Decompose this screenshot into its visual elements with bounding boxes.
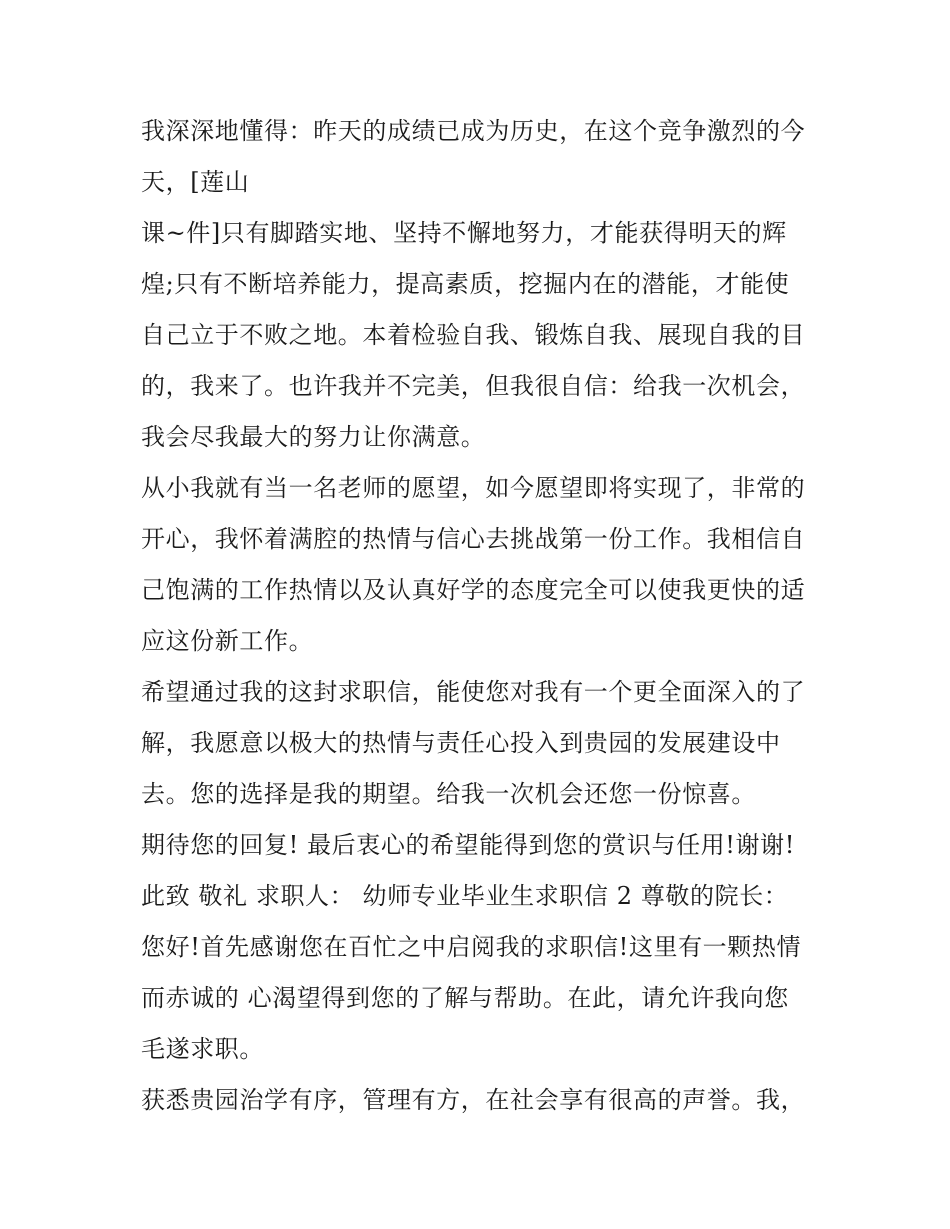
text-line: 我深深地懂得：昨天的成绩已成为历史，在这个竞争激烈的今 xyxy=(141,117,806,145)
text-line: 您好!首先感谢您在百忙之中启阅我的求职信!这里有一颗热情 xyxy=(141,933,802,961)
text-line: 自己立于不败之地。本着检验自我、锻炼自我、展现自我的目 xyxy=(141,321,806,349)
text-line: 此致 敬礼 求职人： 幼师专业毕业生求职信 2 尊敬的院长： xyxy=(141,882,789,910)
text-line: 从小我就有当一名老师的愿望，如今愿望即将实现了，非常的 xyxy=(141,474,806,502)
text-line: 应这份新工作。 xyxy=(141,627,314,655)
text-line: 期待您的回复! 最后衷心的希望能得到您的赏识与任用!谢谢! xyxy=(141,831,795,859)
text-line: 课~件]只有脚踏实地、坚持不懈地努力，才能获得明天的辉 xyxy=(141,219,787,247)
text-line: 的，我来了。也许我并不完美，但我很自信：给我一次机会， xyxy=(141,372,806,400)
text-line: 煌;只有不断培养能力，提高素质，挖掘内在的潜能，才能使 xyxy=(141,270,790,298)
text-line: 我会尽我最大的努力让你满意。 xyxy=(141,423,486,451)
text-line: 获悉贵园治学有序，管理有方，在社会享有很高的声誉。我， xyxy=(141,1086,806,1114)
text-line: 天，[莲山 xyxy=(141,168,250,196)
text-line: 己饱满的工作热情以及认真好学的态度完全可以使我更快的适 xyxy=(141,576,806,604)
document-body xyxy=(141,106,831,1126)
text-line: 毛遂求职。 xyxy=(141,1035,264,1063)
text-line: 希望通过我的这封求职信，能使您对我有一个更全面深入的了 xyxy=(141,678,806,706)
text-line: 解，我愿意以极大的热情与责任心投入到贵园的发展建设中 xyxy=(141,729,781,757)
text-line: 开心，我怀着满腔的热情与信心去挑战第一份工作。我相信自 xyxy=(141,525,806,553)
text-line: 去。您的选择是我的期望。给我一次机会还您一份惊喜。 xyxy=(141,780,756,808)
text-line: 而赤诚的 心渴望得到您的了解与帮助。在此，请允许我向您 xyxy=(141,984,789,1012)
